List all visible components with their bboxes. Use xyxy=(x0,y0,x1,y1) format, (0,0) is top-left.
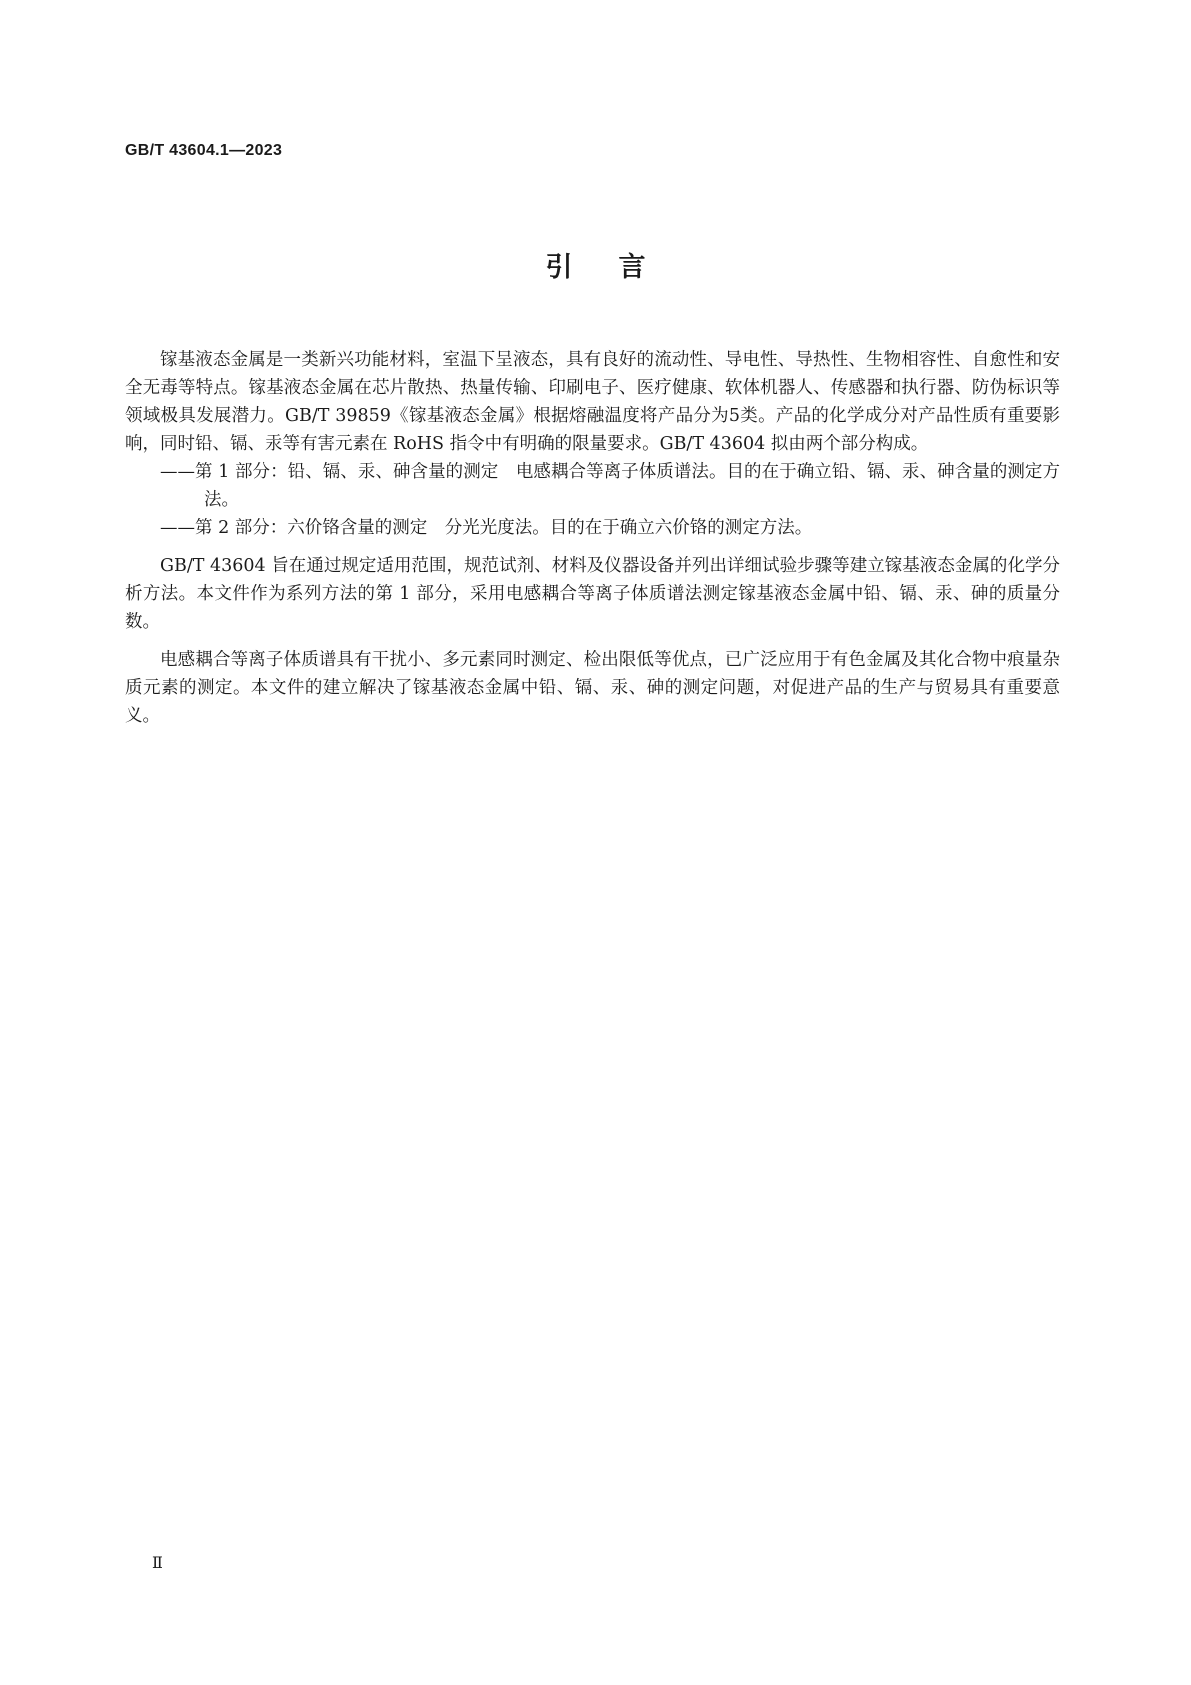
page-title: 引言 xyxy=(545,252,692,283)
intro-paragraph-3: 电感耦合等离子体质谱具有干扰小、多元素同时测定、检出限低等优点，已广泛应用于有色金属及其化合物中痕量杂质元素的测定。本文件的建立解决了镓基液态金属中铅、镉、汞、砷的测定问题，对促进产品的生产与贸易具有重要意义。 xyxy=(125,650,1060,726)
introduction-body xyxy=(125,346,1060,730)
intro-paragraph-2: GB/T 43604 旨在通过规定适用范围，规范试剂、材料及仪器设备并列出详细试验步骤等建立镓基液态金属的化学分析方法。本文件作为系列方法的第 1 部分，采用电感耦合等离子体质谱法测定镓基液态金属中铅、镉、汞、砷的质量分数。 xyxy=(125,556,1060,632)
part-1-item: ——第 1 部分：铅、镉、汞、砷含量的测定 电感耦合等离子体质谱法。目的在于确立铅、镉、汞、砷含量的测定方法。 xyxy=(160,462,1060,510)
part-2-item: ——第 2 部分：六价铬含量的测定 分光光度法。目的在于确立六价铬的测定方法。 xyxy=(160,518,813,538)
document-number: GB/T 43604.1—2023 xyxy=(125,142,283,159)
page-number: Ⅱ xyxy=(152,1553,163,1572)
intro-paragraph-1: 镓基液态金属是一类新兴功能材料，室温下呈液态，具有良好的流动性、导电性、导热性、生物相容性、自愈性和安全无毒等特点。镓基液态金属在芯片散热、热量传输、印刷电子、医疗健康、软体机器人、传感器和执行器、防伪标识等领域极具发展潜力。GB/T 39859《镓基液态金属》根据熔融温度将产品分为5类。产品的化学成分对产品性质有重要影响，同时铅、镉、汞等有害元素在 RoHS 指令中有明确的限量要求。GB/T 43604 拟由两个部分构成。 xyxy=(125,350,1060,454)
